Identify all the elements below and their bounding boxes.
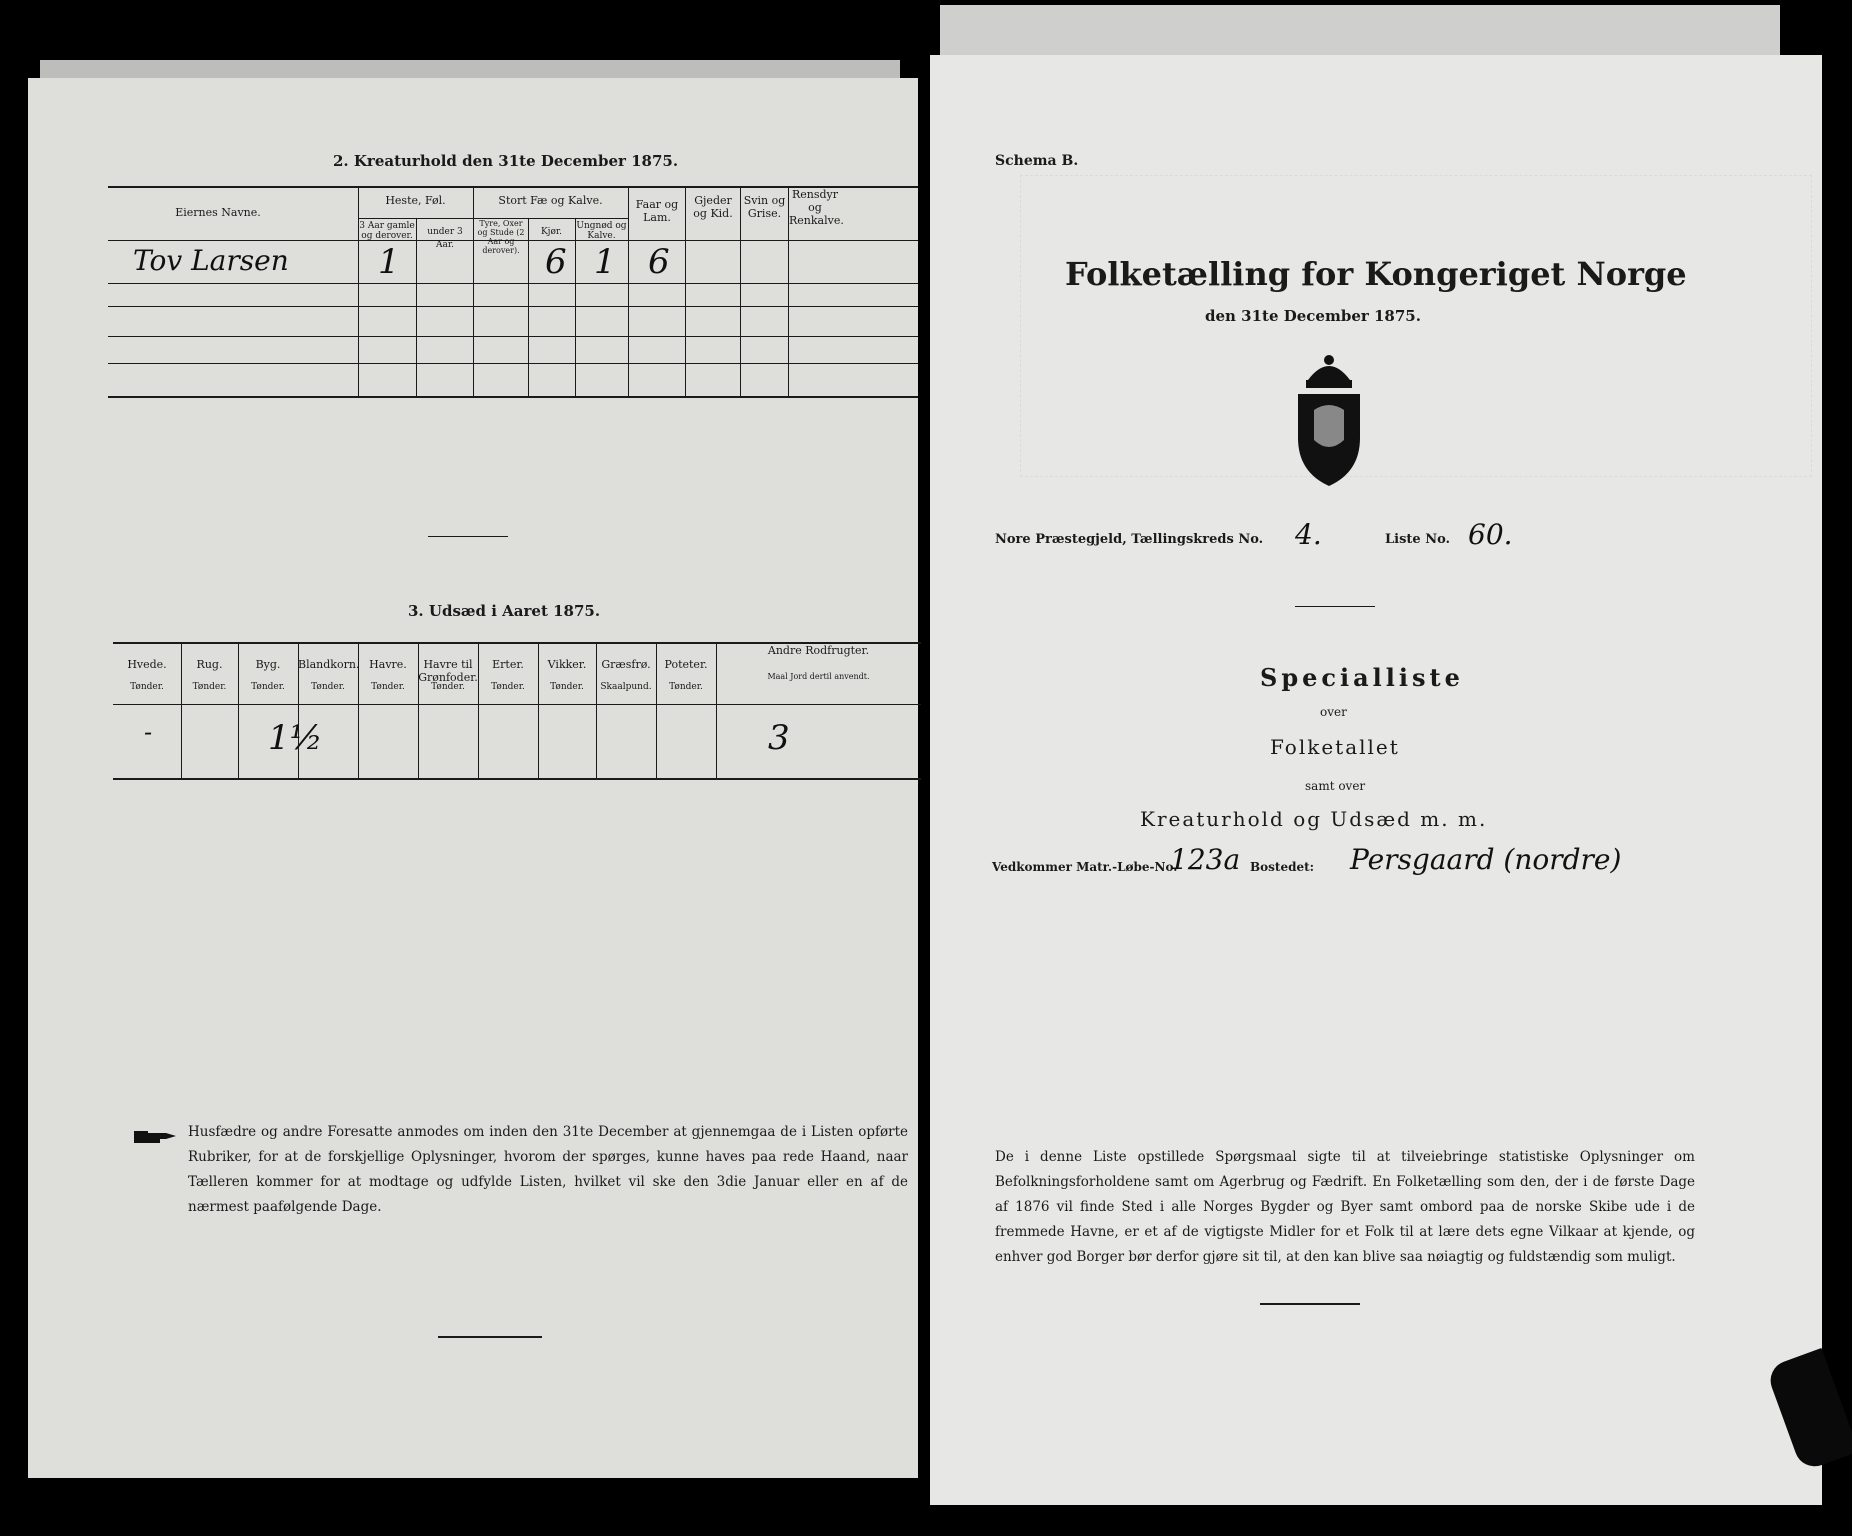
coat-of-arms-icon (1290, 350, 1368, 490)
table3-header: Poteter. (664, 658, 708, 671)
table2-col (528, 218, 529, 396)
section2-title: 2. Kreaturhold den 31te December 1875. (333, 152, 679, 170)
section3-title: 3. Udsæd i Aaret 1875. (408, 602, 601, 620)
notice-text: Husfædre og andre Foresatte anmodes om inden den 31te December at gjennemgaa de i Listen opførte Rubriker, for at de forskjellige Oplysninger, hvorom der spørges, kunne haves paa rede Haand, naar Tælleren kommer for at modtage og udfylde Listen, hvilket vil ske den 3die Januar eller en af de nærmest paafølgende Dage. (188, 1124, 908, 1215)
table3-unit: Tønder. (431, 682, 465, 692)
liste-label: Liste No. (1385, 532, 1451, 547)
right-page (930, 55, 1822, 1505)
value-byg: 1½ (268, 718, 323, 758)
table2-col (575, 218, 576, 396)
table3-bottom-rule (113, 778, 921, 780)
table3-header-rule (113, 704, 921, 705)
over-text: over (1320, 705, 1347, 719)
owner-name-handwritten: Tov Larsen (133, 244, 289, 277)
prestegjeld-label: Nore Præstegjeld, Tællingskreds No. (995, 532, 1264, 547)
bosted-value: Persgaard (nordre) (1350, 843, 1622, 876)
table2-row-rule (108, 306, 918, 307)
bosted-label: Bostedet: (1250, 860, 1315, 874)
table3-unit: Tønder. (491, 682, 525, 692)
table2-bottom-rule (108, 396, 918, 398)
divider (428, 536, 508, 537)
table3-unit: Tønder. (371, 682, 405, 692)
value-hvede: - (144, 718, 153, 746)
kreds-number: 4. (1295, 518, 1322, 551)
table3-header: Blandkorn. (298, 658, 360, 671)
page-stack-edge-right (940, 5, 1780, 57)
samt-over-text: samt over (1305, 779, 1366, 793)
specialliste-heading: Specialliste (1260, 663, 1464, 692)
table2-subheader-rule (358, 218, 473, 219)
value-heste: 1 (378, 242, 400, 282)
table3-header: Vikker. (547, 658, 587, 671)
table3-col (716, 642, 717, 778)
header-heste-3aar: 3 Aar gamle og derover. (359, 221, 415, 241)
table3-header: Havre. (369, 658, 407, 671)
header-ungnod: Ungnød og Kalve. (576, 221, 627, 241)
header-faar: Faar og Lam. (635, 198, 679, 224)
folketallet-heading: Folketallet (1270, 735, 1400, 759)
table3-header: Byg. (255, 658, 281, 671)
table3-unit: Tønder. (550, 682, 584, 692)
schema-label: Schema B. (995, 153, 1079, 169)
value-kjor: 6 (545, 242, 567, 282)
census-title: Folketælling for Kongeriget Norge (1065, 255, 1687, 293)
divider (438, 1336, 542, 1338)
census-subtitle: den 31te December 1875. (1205, 307, 1421, 325)
divider (1260, 1303, 1360, 1305)
header-heste: Heste, Føl. (385, 194, 446, 207)
value-ungnod: 1 (594, 242, 616, 282)
header-rensdyr: Rensdyr og Renkalve. (789, 188, 844, 227)
table3-header: Andre Rodfrugter. (767, 644, 870, 657)
table3-header: Erter. (492, 658, 524, 671)
header-gjeder: Gjeder og Kid. (693, 194, 733, 220)
liste-number: 60. (1468, 518, 1513, 551)
table2-row-rule (108, 336, 918, 337)
header-kjor: Kjør. (540, 227, 563, 237)
table2-col (628, 186, 629, 396)
left-page (28, 78, 918, 1478)
page-corner-tab (1765, 1348, 1852, 1472)
table3-unit: Tønder. (311, 682, 345, 692)
matr-label: Vedkommer Matr.-Løbe-No. (992, 860, 1178, 874)
header-svin: Svin og Grise. (743, 194, 786, 220)
table3-header: Rug. (196, 658, 223, 671)
value-poteter: 3 (768, 718, 790, 758)
table3-unit: Tønder. (251, 682, 285, 692)
table3-header: Græsfrø. (601, 658, 651, 671)
table3-unit: Skaalpund. (600, 682, 652, 692)
matr-number: 123a (1170, 843, 1241, 876)
table3-unit: Tønder. (192, 682, 227, 692)
header-owner-names: Eiernes Navne. (175, 206, 261, 219)
value-faar: 6 (648, 242, 670, 282)
kreaturhold-heading: Kreaturhold og Udsæd m. m. (1140, 807, 1488, 831)
table2-row-rule (108, 363, 918, 364)
bleed-through-form (1020, 175, 1812, 477)
table2-row-rule (108, 283, 918, 284)
table3-header: Hvede. (127, 658, 167, 671)
table3-unit: Tønder. (130, 682, 164, 692)
table3-header: Havre til Grønfoder. (418, 658, 478, 684)
divider (1295, 606, 1375, 607)
header-heste-under3: under 3 Aar. (427, 227, 463, 250)
pointing-hand-icon (134, 1128, 178, 1146)
table3-unit: Maal Jord dertil anvendt. (767, 672, 870, 681)
header-stort-fae: Stort Fæ og Kalve. (498, 194, 603, 207)
header-tyre: Tyre, Oxer og Stude (2 Aar og derover). (477, 219, 525, 255)
table3-unit: Tønder. (669, 682, 703, 692)
explanation-paragraph: De i denne Liste opstillede Spørgsmaal sigte til at tilveiebringe statistiske Oplysninger om Befolkningsforholdene samt om Agerbrug og Fædrift. En Folketælling som den, der i de første Dage af 1876 vil finde Sted i alle Norges Bygder og Byer samt ombord paa de norske Skibe ude i de fremmede Havne, er et af de vigtigste Midler for et Folk til at lære dets egne Vilkaar at kjende, og enhver god Borger bør derfor gjøre sit til, at den kan blive saa nøiagtig og fuldstændig som muligt. (995, 1149, 1695, 1265)
